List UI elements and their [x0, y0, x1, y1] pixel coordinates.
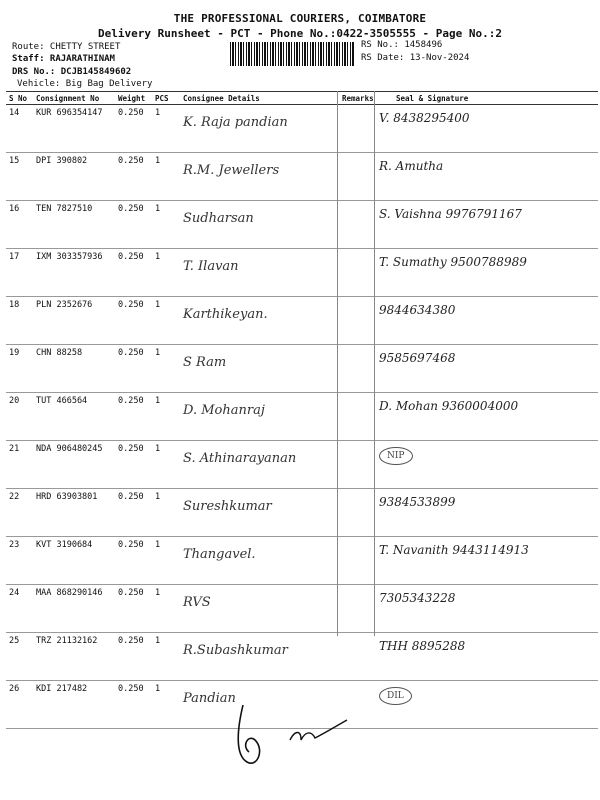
row-consignee: Sureshkumar	[180, 489, 339, 537]
row-consignee: RVS	[180, 585, 339, 633]
row-weight: 0.250	[115, 345, 152, 393]
row-consignment: KUR 696354147	[33, 105, 115, 153]
col-consignee: Consignee Details	[180, 92, 339, 105]
row-weight: 0.250	[115, 633, 152, 681]
row-consignment: KDI 217482	[33, 681, 115, 729]
row-weight: 0.250	[115, 105, 152, 153]
row-sno: 24	[6, 585, 33, 633]
row-pcs: 1	[152, 105, 180, 153]
table-row	[6, 201, 598, 249]
row-pcs: 1	[152, 201, 180, 249]
row-pcs: 1	[152, 441, 180, 489]
dil-stamp: DIL	[379, 687, 412, 705]
col-weight: Weight	[115, 92, 152, 105]
table-row	[6, 345, 598, 393]
row-consignment: MAA 868290146	[33, 585, 115, 633]
route-label: Route: CHETTY STREET	[12, 42, 121, 52]
nip-stamp: NIP	[379, 447, 413, 465]
row-weight: 0.250	[115, 297, 152, 345]
row-consignment: DPI 390802	[33, 153, 115, 201]
col-consignment: Consignment No	[33, 92, 115, 105]
row-consignee: R.Subashkumar	[180, 633, 339, 681]
row-pcs: 1	[152, 153, 180, 201]
staff-signature-scribble	[235, 700, 355, 770]
row-consignee: Pandian	[180, 681, 339, 729]
row-consignment: HRD 63903801	[33, 489, 115, 537]
table-row	[6, 537, 598, 585]
company-title: THE PROFESSIONAL COURIERS, COIMBATORE	[173, 12, 427, 25]
row-sno: 17	[6, 249, 33, 297]
row-remarks	[339, 153, 376, 201]
row-remarks	[339, 297, 376, 345]
table-row	[6, 489, 598, 537]
row-signature	[376, 681, 598, 729]
row-pcs: 1	[152, 585, 180, 633]
row-consignee: R.M. Jewellers	[180, 153, 339, 201]
table-row	[6, 633, 598, 681]
row-weight: 0.250	[115, 537, 152, 585]
row-signature: T. Navanith 9443114913	[376, 537, 598, 585]
row-remarks	[339, 345, 376, 393]
row-remarks	[339, 105, 376, 153]
row-consignment: TUT 466564	[33, 393, 115, 441]
row-consignee: T. Ilavan	[180, 249, 339, 297]
row-pcs: 1	[152, 345, 180, 393]
row-weight: 0.250	[115, 681, 152, 729]
row-consignee: S Ram	[180, 345, 339, 393]
table-row	[6, 153, 598, 201]
row-remarks	[339, 441, 376, 489]
row-sno: 16	[6, 201, 33, 249]
vehicle-label: Vehicle: Big Bag Delivery	[17, 79, 153, 89]
row-consignment: TRZ 21132162	[33, 633, 115, 681]
col-remarks: Remarks	[339, 92, 376, 105]
row-sno: 25	[6, 633, 33, 681]
row-signature	[376, 441, 598, 489]
row-weight: 0.250	[115, 441, 152, 489]
row-weight: 0.250	[115, 489, 152, 537]
table-row	[6, 297, 598, 345]
table-header-row	[6, 92, 598, 105]
row-sno: 18	[6, 297, 33, 345]
row-pcs: 1	[152, 297, 180, 345]
row-signature: 7305343228	[376, 585, 598, 633]
row-weight: 0.250	[115, 585, 152, 633]
rs-number: RS No.: 1458496	[361, 40, 443, 50]
row-consignee: K. Raja pandian	[180, 105, 339, 153]
row-remarks	[339, 489, 376, 537]
row-remarks	[339, 249, 376, 297]
row-consignment: CHN 88258	[33, 345, 115, 393]
table-row	[6, 393, 598, 441]
barcode-graphic	[230, 42, 355, 66]
row-pcs: 1	[152, 681, 180, 729]
row-consignment: TEN 7827510	[33, 201, 115, 249]
row-signature: 9384533899	[376, 489, 598, 537]
row-pcs: 1	[152, 249, 180, 297]
row-signature: THH 8895288	[376, 633, 598, 681]
row-sno: 20	[6, 393, 33, 441]
drs-number: DRS No.: DCJB145849602	[12, 67, 132, 77]
row-consignment: KVT 3190684	[33, 537, 115, 585]
table-row	[6, 249, 598, 297]
row-sno: 23	[6, 537, 33, 585]
rs-date: RS Date: 13-Nov-2024	[361, 53, 470, 63]
row-sno: 14	[6, 105, 33, 153]
row-consignee: Karthikeyan.	[180, 297, 339, 345]
row-consignment: NDA 906480245	[33, 441, 115, 489]
row-pcs: 1	[152, 489, 180, 537]
signature-divider	[374, 91, 375, 636]
row-signature: S. Vaishna 9976791167	[376, 201, 598, 249]
row-signature: T. Sumathy 9500788989	[376, 249, 598, 297]
row-remarks	[339, 633, 376, 681]
row-consignee: Sudharsan	[180, 201, 339, 249]
col-signature: Seal & Signature	[376, 92, 598, 105]
row-remarks	[339, 393, 376, 441]
row-consignee: S. Athinarayanan	[180, 441, 339, 489]
staff-label: Staff: RAJARATHINAM	[12, 54, 115, 64]
row-pcs: 1	[152, 633, 180, 681]
row-signature: R. Amutha	[376, 153, 598, 201]
table-row	[6, 105, 598, 153]
row-weight: 0.250	[115, 249, 152, 297]
row-remarks	[339, 585, 376, 633]
row-sno: 22	[6, 489, 33, 537]
runsheet-title: Delivery Runsheet - PCT - Phone No.:0422-3505555 - Page No.:2	[98, 27, 502, 40]
row-weight: 0.250	[115, 201, 152, 249]
row-sno: 26	[6, 681, 33, 729]
row-remarks	[339, 537, 376, 585]
row-sno: 21	[6, 441, 33, 489]
row-consignee: D. Mohanraj	[180, 393, 339, 441]
row-sno: 19	[6, 345, 33, 393]
table-row	[6, 441, 598, 489]
row-pcs: 1	[152, 537, 180, 585]
row-signature: 9844634380	[376, 297, 598, 345]
row-weight: 0.250	[115, 153, 152, 201]
row-consignee: Thangavel.	[180, 537, 339, 585]
row-sno: 15	[6, 153, 33, 201]
row-consignment: PLN 2352676	[33, 297, 115, 345]
row-signature: V. 8438295400	[376, 105, 598, 153]
table-row	[6, 585, 598, 633]
delivery-table	[6, 91, 598, 729]
row-signature: 9585697468	[376, 345, 598, 393]
col-sno: S No	[6, 92, 33, 105]
row-weight: 0.250	[115, 393, 152, 441]
row-consignment: IXM 303357936	[33, 249, 115, 297]
row-pcs: 1	[152, 393, 180, 441]
remarks-divider	[337, 91, 338, 636]
row-signature: D. Mohan 9360004000	[376, 393, 598, 441]
row-remarks	[339, 201, 376, 249]
col-pcs: PCS	[152, 92, 180, 105]
